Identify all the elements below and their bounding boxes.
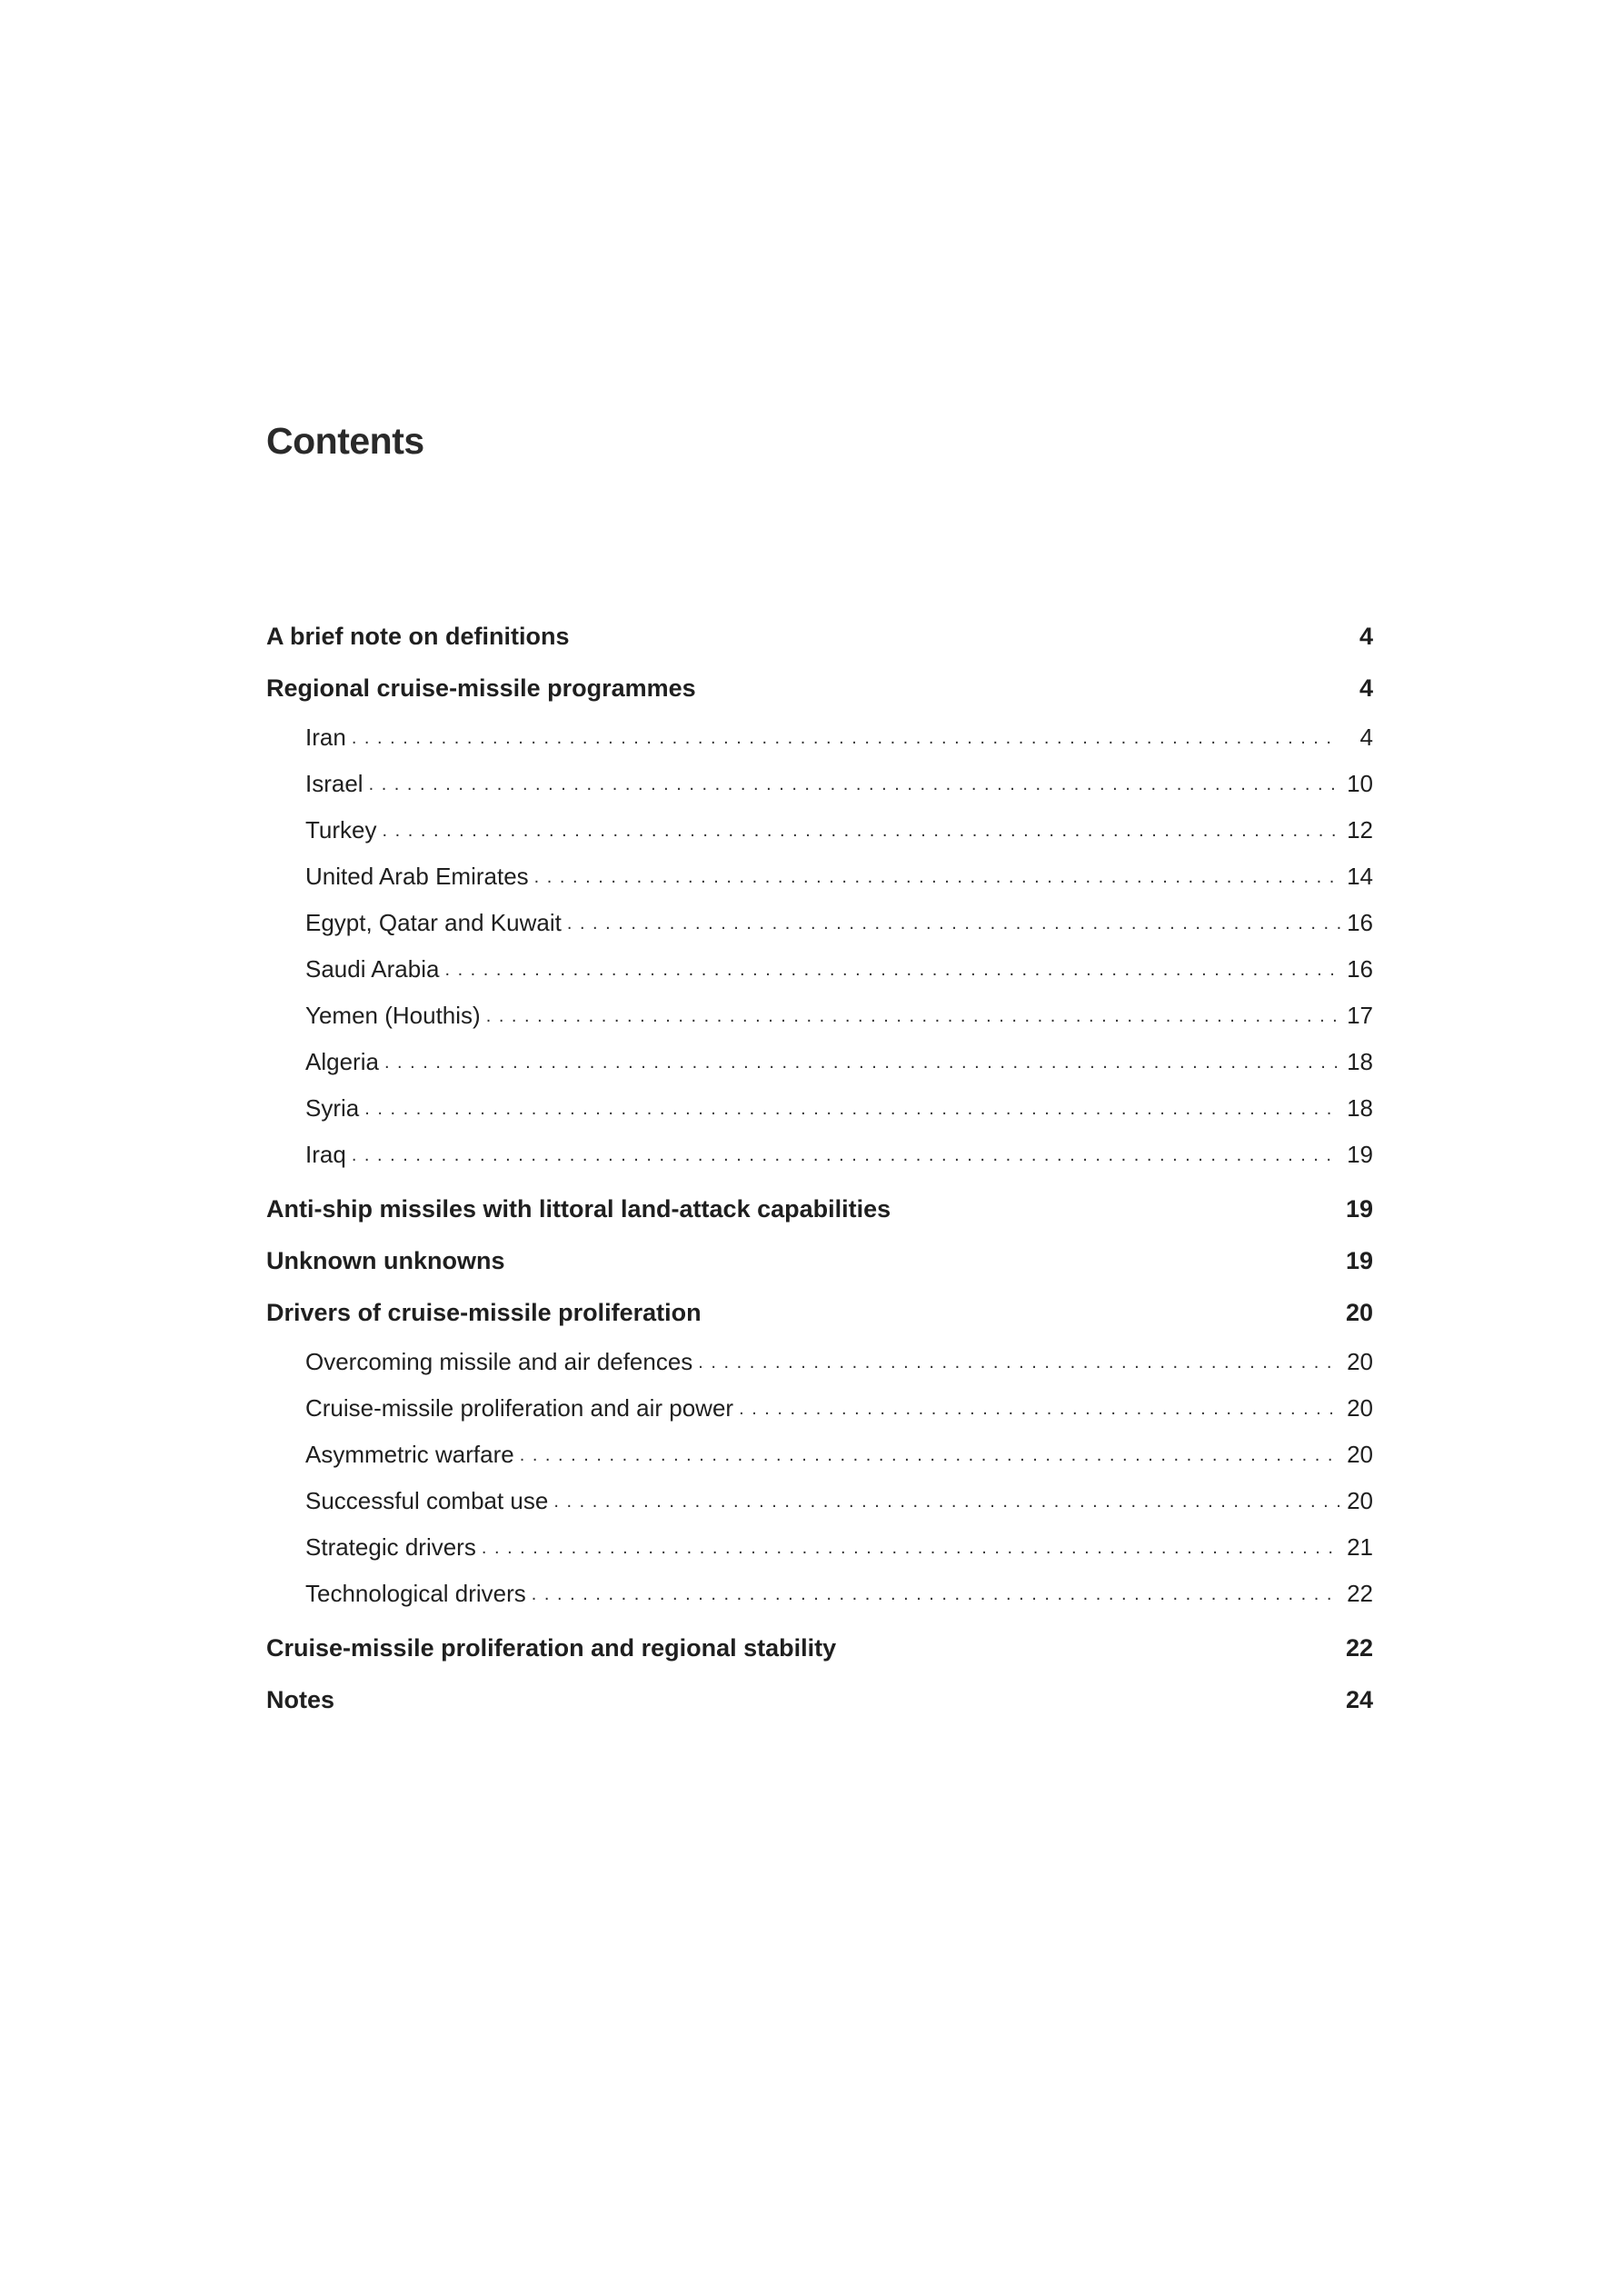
toc-entry-title: A brief note on definitions <box>266 623 570 650</box>
toc-entry-title: Israel <box>305 770 363 797</box>
dot-leader <box>369 771 1340 798</box>
toc-entry-title: Syria <box>305 1094 360 1122</box>
toc-subentry-technological-drivers[interactable] <box>266 1571 1373 1617</box>
dot-leader <box>534 863 1340 891</box>
toc-page-number: 24 <box>1345 1686 1373 1713</box>
toc-entry-title: Iraq <box>305 1141 346 1168</box>
toc-page-number: 18 <box>1347 1048 1373 1075</box>
toc-page-number: 22 <box>1347 1580 1373 1607</box>
dot-leader <box>532 1581 1340 1608</box>
toc-section-notes[interactable] <box>266 1674 1373 1726</box>
toc-entry-title: Asymmetric warfare <box>305 1441 514 1468</box>
toc-subentry-asymmetric-warfare[interactable] <box>266 1432 1373 1478</box>
toc-page-number: 19 <box>1345 1247 1373 1274</box>
toc-page-number: 14 <box>1347 863 1373 890</box>
toc-subentry-syria[interactable] <box>266 1085 1373 1132</box>
toc-entry-title: Technological drivers <box>305 1580 526 1607</box>
toc-entry-title: United Arab Emirates <box>305 863 529 890</box>
toc-page-number: 19 <box>1345 1195 1373 1223</box>
toc-page-number: 4 <box>1359 724 1373 751</box>
toc-page-number: 17 <box>1347 1002 1373 1029</box>
toc-entry-title: Iran <box>305 724 346 751</box>
toc-subentry-egypt-qatar-kuwait[interactable] <box>266 900 1373 946</box>
dot-leader <box>567 910 1340 937</box>
toc-entry-title: Strategic drivers <box>305 1533 476 1561</box>
page-title: Contents <box>266 420 424 462</box>
toc-page-number: 16 <box>1347 955 1373 983</box>
toc-section-drivers[interactable] <box>266 1287 1373 1339</box>
toc-entry-title: Saudi Arabia <box>305 955 440 983</box>
toc-page-number: 18 <box>1347 1094 1373 1122</box>
table-of-contents <box>266 611 1373 1726</box>
toc-entry-title: Anti-ship missiles with littoral land-attack capabilities <box>266 1195 891 1223</box>
toc-page-number: 10 <box>1347 770 1373 797</box>
dot-leader <box>352 1142 1340 1169</box>
toc-entry-title: Turkey <box>305 816 377 844</box>
toc-section-unknown-unknowns[interactable] <box>266 1235 1373 1287</box>
toc-page-number: 21 <box>1347 1533 1373 1561</box>
toc-page-number: 4 <box>1359 674 1373 702</box>
toc-entry-title: Overcoming missile and air defences <box>305 1348 693 1375</box>
toc-entry-title: Cruise-missile proliferation and air power <box>305 1394 734 1422</box>
toc-subentry-uae[interactable] <box>266 854 1373 900</box>
toc-page-number: 12 <box>1347 816 1373 844</box>
toc-subentry-algeria[interactable] <box>266 1039 1373 1085</box>
dot-leader <box>739 1395 1340 1423</box>
dot-leader <box>553 1488 1340 1515</box>
dot-leader <box>364 1095 1340 1123</box>
toc-entry-title: Unknown unknowns <box>266 1247 505 1274</box>
dot-leader <box>384 1049 1340 1076</box>
toc-section-regional-programmes[interactable] <box>266 663 1373 714</box>
toc-entry-title: Egypt, Qatar and Kuwait <box>305 909 562 936</box>
toc-entry-title: Regional cruise-missile programmes <box>266 674 696 702</box>
toc-subentry-turkey[interactable] <box>266 807 1373 854</box>
toc-section-anti-ship-missiles[interactable] <box>266 1183 1373 1235</box>
toc-entry-title: Algeria <box>305 1048 379 1075</box>
toc-page-number: 20 <box>1347 1441 1373 1468</box>
toc-entry-title: Successful combat use <box>305 1487 549 1514</box>
toc-subentry-iran[interactable] <box>266 714 1373 761</box>
toc-section-definitions[interactable] <box>266 611 1373 663</box>
toc-entry-title: Drivers of cruise-missile proliferation <box>266 1299 702 1326</box>
dot-leader <box>352 724 1340 752</box>
toc-entry-title: Notes <box>266 1686 335 1713</box>
toc-page-number: 20 <box>1347 1487 1373 1514</box>
dot-leader <box>383 817 1341 844</box>
dot-leader <box>482 1534 1340 1562</box>
dot-leader <box>444 956 1340 983</box>
toc-page-number: 20 <box>1347 1394 1373 1422</box>
toc-page-number: 19 <box>1347 1141 1373 1168</box>
toc-subentry-saudi-arabia[interactable] <box>266 946 1373 993</box>
toc-page-number: 4 <box>1359 623 1373 650</box>
toc-subentry-israel[interactable] <box>266 761 1373 807</box>
dot-leader <box>698 1349 1340 1376</box>
toc-page-number: 22 <box>1345 1634 1373 1662</box>
toc-subentry-iraq[interactable] <box>266 1132 1373 1178</box>
toc-page-number: 20 <box>1347 1348 1373 1375</box>
toc-subentry-combat-use[interactable] <box>266 1478 1373 1524</box>
toc-page-number: 20 <box>1345 1299 1373 1326</box>
toc-page-number: 16 <box>1347 909 1373 936</box>
toc-subentry-air-power[interactable] <box>266 1385 1373 1432</box>
toc-section-regional-stability[interactable] <box>266 1622 1373 1674</box>
toc-subentry-yemen[interactable] <box>266 993 1373 1039</box>
toc-subentry-strategic-drivers[interactable] <box>266 1524 1373 1571</box>
dot-leader <box>486 1003 1340 1030</box>
toc-entry-title: Yemen (Houthis) <box>305 1002 481 1029</box>
toc-entry-title: Cruise-missile proliferation and regional stability <box>266 1634 837 1662</box>
dot-leader <box>520 1442 1340 1469</box>
toc-subentry-overcoming-defences[interactable] <box>266 1339 1373 1385</box>
